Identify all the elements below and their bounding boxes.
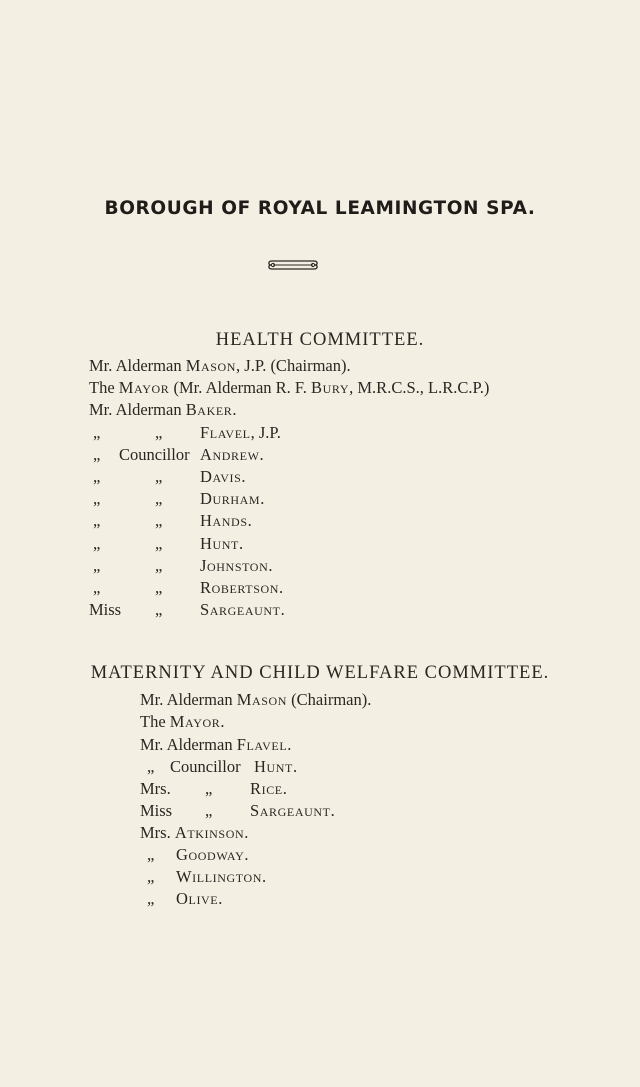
member-name: Flavel (236, 735, 288, 754)
maternity-member-6 (250, 803, 335, 820)
health-member-2 (89, 380, 489, 397)
member-suffix: . (232, 400, 237, 419)
ditto-mark: „ (205, 779, 213, 798)
member-name: Mason (185, 356, 237, 375)
member-name: Andrew (200, 445, 260, 464)
member-name: Hunt (200, 534, 239, 553)
ditto-mark: „ (147, 757, 155, 776)
member-detail: (Mr. Alderman R. F. (173, 378, 307, 397)
member-name: Johnston (200, 556, 269, 575)
member-suffix: . (220, 712, 225, 731)
maternity-member-10 (176, 891, 222, 908)
ditto-mark: „ (93, 534, 101, 553)
member-suffix: . (268, 556, 273, 575)
member-name: Rice (250, 779, 283, 798)
ditto-mark: „ (93, 489, 101, 508)
member-name: Mason (236, 690, 288, 709)
member-suffix: . (259, 445, 264, 464)
ditto-mark: „ (155, 489, 163, 508)
member-suffix: . (244, 845, 249, 864)
member-name: Goodway (176, 845, 245, 864)
member-name: Olive (176, 889, 219, 908)
maternity-member-7 (140, 825, 248, 842)
maternity-member-9 (176, 869, 266, 886)
member-name: Robertson (200, 578, 280, 597)
member-name: Bury (311, 378, 350, 397)
member-suffix: . (238, 534, 244, 553)
ditto-mark: „ (93, 467, 101, 486)
member-title: The (140, 712, 166, 731)
member-name: Sargeaunt (200, 600, 281, 619)
health-member-4 (200, 425, 281, 442)
maternity-member-1 (140, 692, 371, 709)
member-name: Mayor (118, 378, 170, 397)
page-heading: BOROUGH OF ROYAL LEAMINGTON SPA. (104, 198, 536, 219)
member-suffix: (Chairman). (291, 690, 372, 709)
member-suffix: . (282, 779, 287, 798)
member-suffix: . (247, 511, 252, 530)
member-name: Durham (200, 489, 261, 508)
ditto-mark: „ (93, 556, 101, 575)
member-suffix: . (262, 867, 267, 886)
health-member-1 (89, 358, 351, 375)
member-suffix: . (260, 489, 265, 508)
member-name: Baker (185, 400, 233, 419)
health-member-7 (200, 491, 264, 508)
health-member-11 (200, 580, 283, 597)
ditto-mark: „ (155, 423, 163, 442)
member-title: The (89, 378, 115, 397)
maternity-member-3 (140, 737, 291, 754)
member-name: Davis (200, 467, 242, 486)
ditto-mark: „ (147, 889, 155, 908)
member-title: Mrs. (140, 779, 171, 798)
ditto-mark: „ (155, 534, 163, 553)
ditto-mark: „ (93, 423, 101, 442)
health-member-6 (200, 469, 246, 486)
ditto-mark: „ (155, 600, 163, 619)
member-title: Mr. Alderman (140, 735, 233, 754)
ditto-mark: „ (155, 578, 163, 597)
ditto-mark: „ (93, 511, 101, 530)
health-member-3 (89, 402, 237, 419)
maternity-member-5 (250, 781, 287, 798)
health-member-10 (200, 558, 272, 575)
member-name: Flavel (200, 423, 251, 442)
maternity-member-2 (140, 714, 224, 731)
ditto-mark: „ (147, 845, 155, 864)
health-member-12 (200, 602, 285, 619)
member-suffix: . (292, 757, 298, 776)
ditto-mark: „ (205, 801, 213, 820)
ditto-mark: „ (155, 467, 163, 486)
member-title: Mr. Alderman (89, 356, 182, 375)
member-suffix: . (280, 600, 285, 619)
member-name: Sargeaunt (250, 801, 331, 820)
maternity-member-8 (176, 847, 248, 864)
member-suffix: . (287, 735, 292, 754)
member-title: Miss (140, 801, 173, 820)
member-name: Willington (176, 867, 263, 886)
scroll-flourish-icon (266, 258, 320, 272)
ditto-mark: „ (155, 556, 163, 575)
member-title: Miss (89, 600, 122, 619)
ditto-mark: „ (93, 578, 101, 597)
member-name: Hunt (254, 757, 293, 776)
health-member-8 (200, 513, 252, 530)
member-role: Councillor (170, 757, 241, 776)
member-role: Councillor (119, 445, 190, 464)
maternity-committee-title: MATERNITY AND CHILD WELFARE COMMITTEE. (90, 663, 550, 683)
member-suffix: . (218, 889, 223, 908)
member-suffix: , M.R.C.S., L.R.C.P.) (349, 378, 490, 397)
member-name: Hands (200, 511, 248, 530)
ditto-mark: „ (147, 867, 155, 886)
member-suffix: , J.P. (Chairman). (236, 356, 351, 375)
member-suffix: . (244, 823, 249, 842)
ditto-mark: „ (93, 445, 101, 464)
member-name: Mayor (169, 712, 221, 731)
health-committee-title: HEALTH COMMITTEE. (215, 330, 425, 350)
health-member-5 (200, 447, 264, 464)
member-name: Atkinson (174, 823, 245, 842)
member-title: Mr. Alderman (140, 690, 233, 709)
health-member-9 (200, 536, 243, 553)
member-suffix: , J.P. (250, 423, 281, 442)
member-suffix: . (330, 801, 335, 820)
member-title: Mrs. (140, 823, 171, 842)
ditto-mark: „ (155, 511, 163, 530)
member-title: Mr. Alderman (89, 400, 182, 419)
maternity-member-4 (254, 759, 297, 776)
member-suffix: . (241, 467, 246, 486)
member-suffix: . (279, 578, 284, 597)
